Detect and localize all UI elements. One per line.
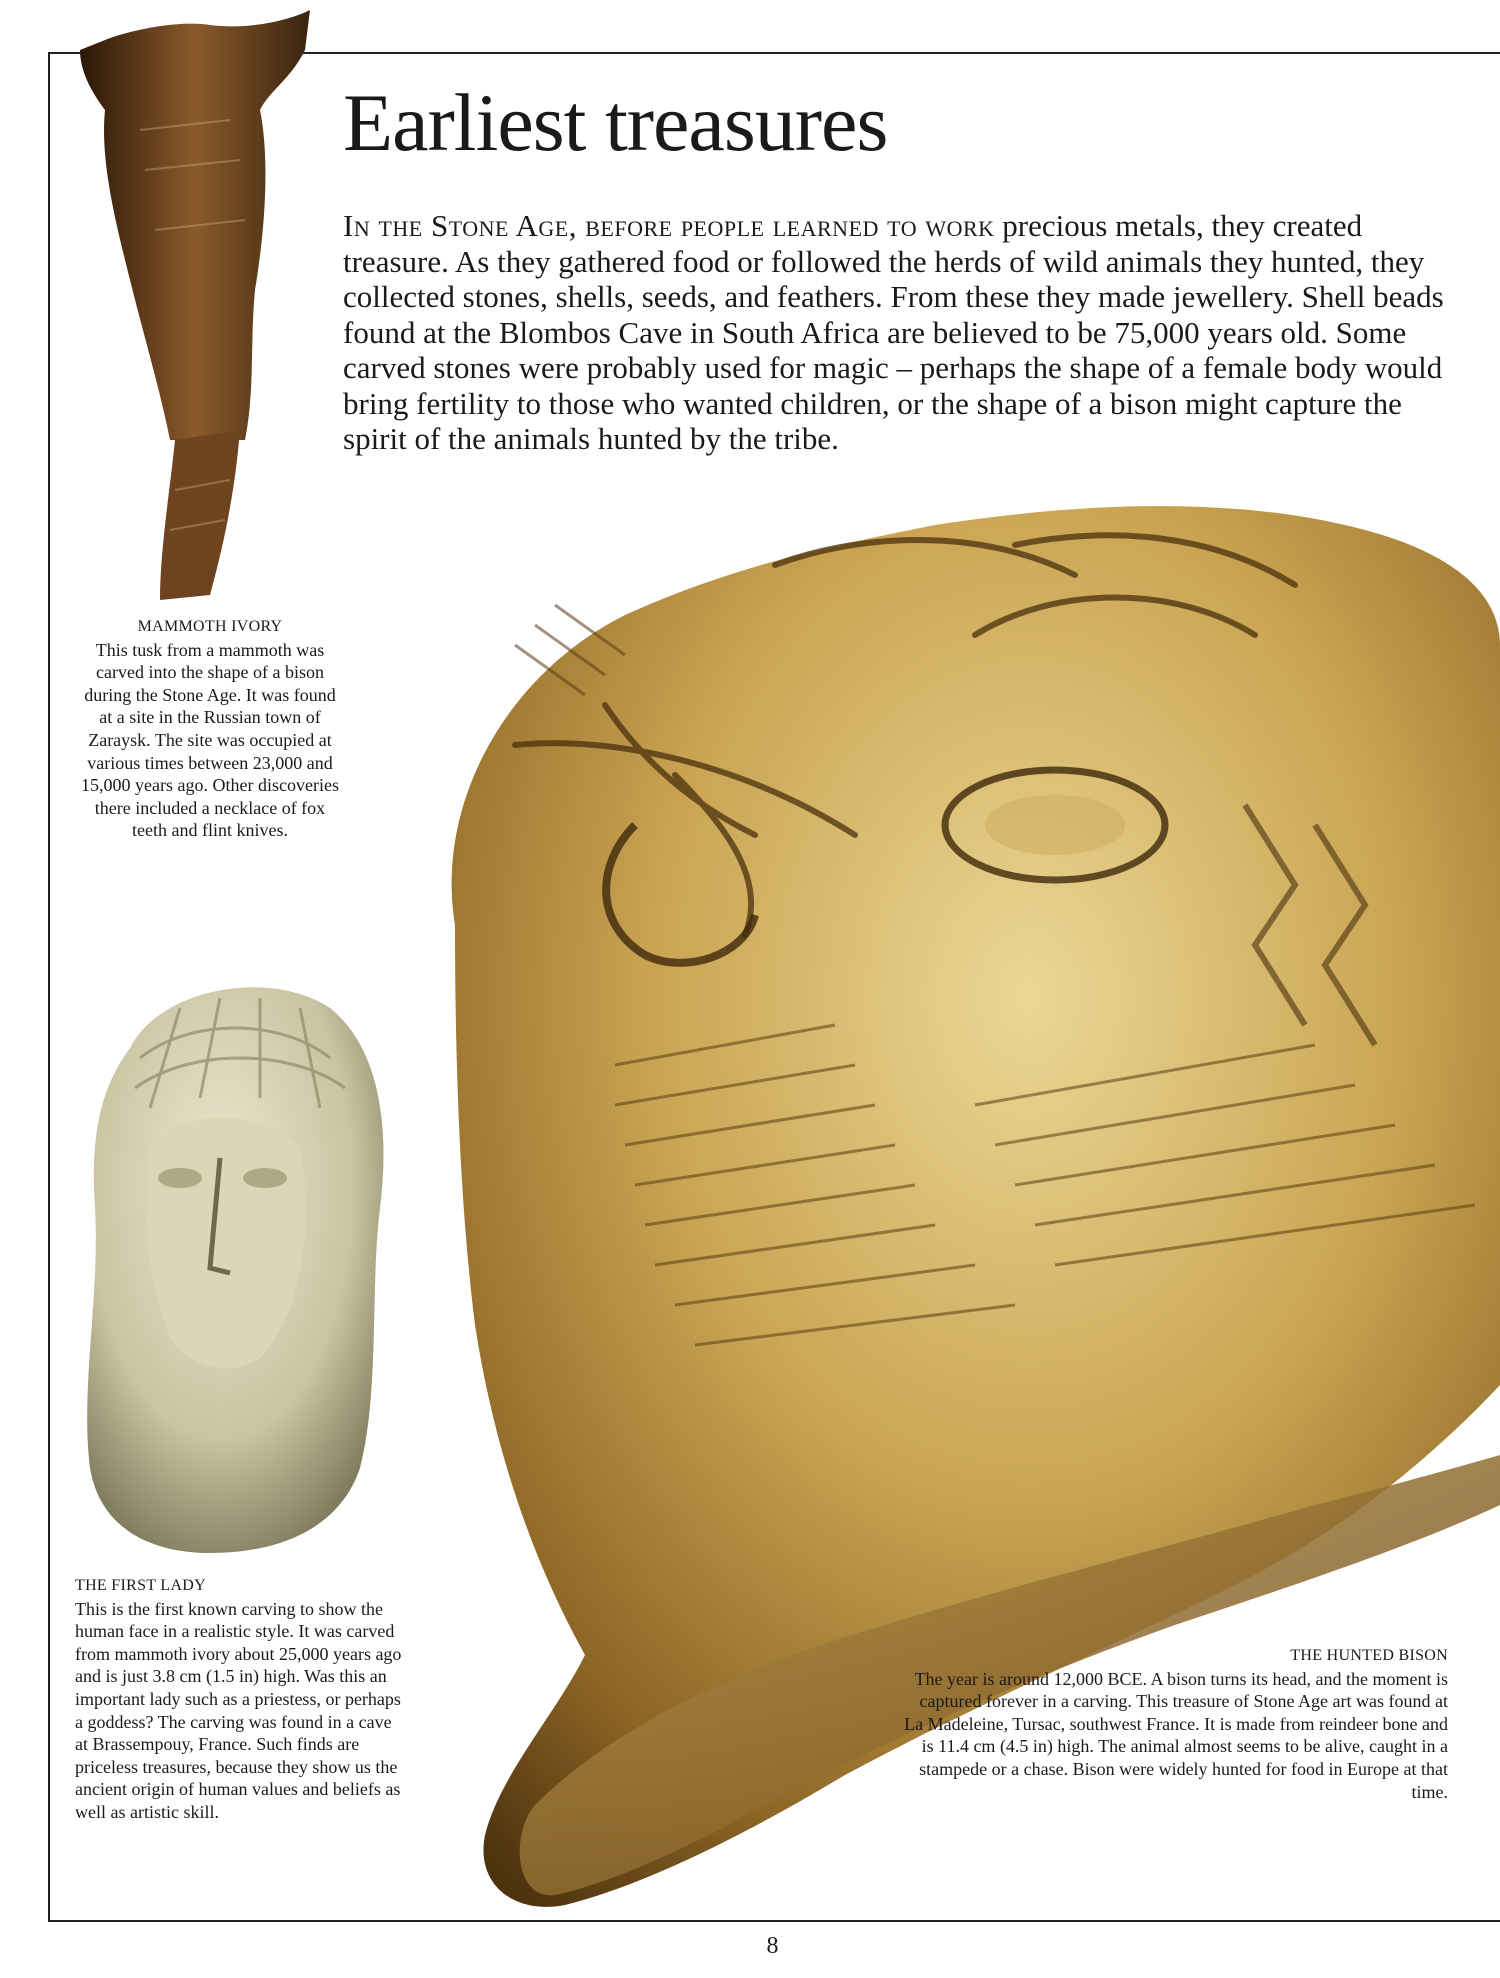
caption-lady-body: This is the first known carving to show the human face in a realistic style. It was carved from mammoth ivory about 25,000 years ago and is just 3.8 cm (1.5 in) high. Was this an important lady such as a priestess, or perhaps a goddess? The carving was found in a cave at Brassempouy, France. Such finds are priceless treasures, because they show us the ancient origin of human values and beliefs as well as artistic skill. [75,1598,402,1822]
intro-paragraph [343,208,1461,457]
caption-hunted-bison [900,1645,1448,1803]
intro-lead: In the Stone Age, before people learned to work [343,208,995,243]
page-frame-left [48,52,50,1920]
page-title: Earliest treasures [343,77,888,168]
caption-first-lady [75,1575,405,1824]
caption-mammoth-body: This tusk from a mammoth was carved into the shape of a bison during the Stone Age. It was found at a site in the Russian town of Zaraysk. The site was occupied at various times between 23,000 and 15,000 years ago. Other discoveries there included a necklace of fox teeth and flint knives. [81,639,339,841]
mammoth-ivory-photo [60,10,330,605]
page-frame-bottom [48,1920,1500,1922]
caption-lady-heading: THE FIRST LADY [75,1577,207,1594]
first-lady-carving-photo [70,968,405,1558]
caption-mammoth-heading: MAMMOTH IVORY [137,618,283,635]
caption-bison-heading: THE HUNTED BISON [1290,1647,1448,1664]
page-number: 8 [766,1933,779,1959]
caption-mammoth-ivory [80,616,340,842]
caption-bison-body: The year is around 12,000 BCE. A bison turns its head, and the moment is captured forever in a carving. This treasure of Stone Age art was found at La Madeleine, Tursac, southwest France. It is made from reindeer bone and is 11.4 cm (4.5 in) high. The animal almost seems to be alive, caught in a stampede or a chase. Bison were widely hunted for food in Europe at that time. [904,1668,1448,1802]
intro-body: precious metals, they created treasure. As they gathered food or followed the herds of wild animals they hunted, they collected stones, shells, seeds, and feathers. From these they made jewellery. Shell beads found at the Blombos Cave in South Africa are believed to be 75,000 years old. Some carved stones were probably used for magic – perhaps the shape of a female body would bring fertility to those who wanted children, or the shape of a bison might capture the spirit of the animals hunted by the tribe. [343,208,1444,456]
